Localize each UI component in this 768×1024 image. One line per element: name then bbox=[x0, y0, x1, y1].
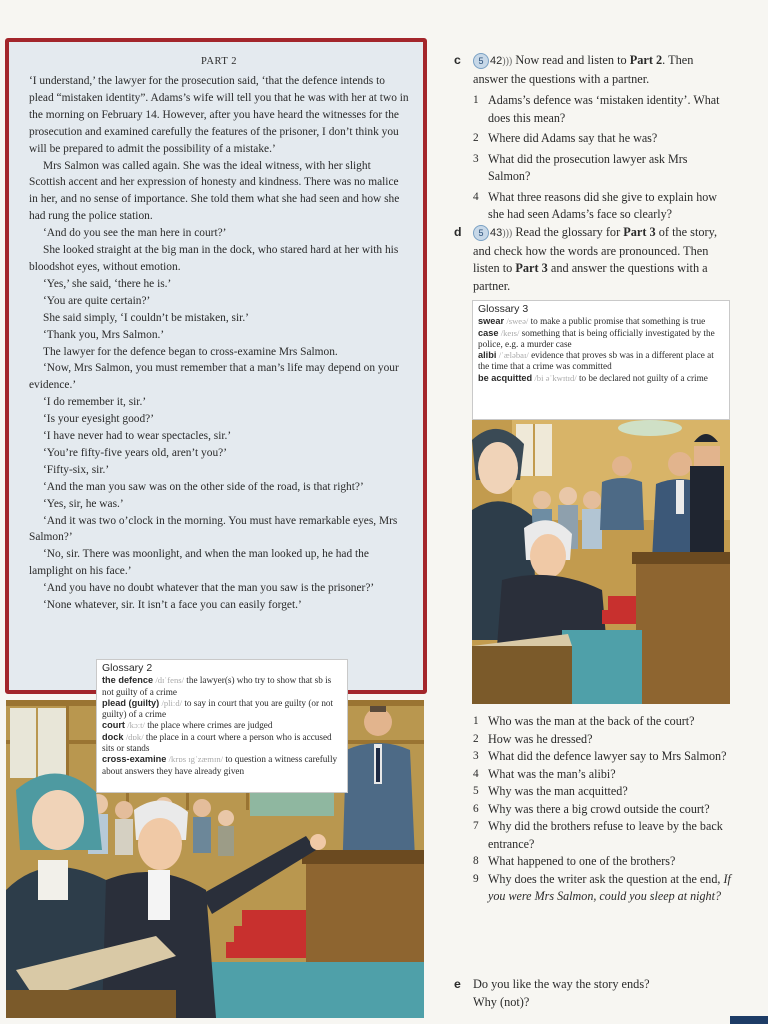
story-paragraph: ‘No, sir. There was moonlight, and when the man looked up, he had the lamplight on his face.’ bbox=[29, 548, 369, 578]
task-c-instruction: Now read and listen to bbox=[515, 53, 627, 67]
part-title: PART 2 bbox=[201, 56, 237, 67]
glossary-ipa: /krɒs ɪgˈzæmɪn/ bbox=[168, 754, 224, 765]
glossary-term: dock bbox=[102, 731, 124, 742]
task-d-instruction-3: and answer the questions with a partner. bbox=[473, 261, 708, 293]
glossary-entry bbox=[478, 328, 724, 351]
glossary-term: swear bbox=[478, 316, 505, 327]
story-paragraph: ‘You’re fifty-five years old, aren’t you?’ bbox=[43, 446, 227, 459]
story-paragraph: ‘And do you see the man here in court?’ bbox=[43, 227, 227, 240]
glossary-3-title: Glossary 3 bbox=[478, 303, 529, 315]
glossary-entry bbox=[102, 720, 342, 731]
list-item bbox=[473, 189, 731, 224]
glossary-entry bbox=[102, 754, 342, 777]
question-number: 4 bbox=[473, 190, 479, 203]
headphones-icon: ))) bbox=[502, 228, 513, 239]
list-item bbox=[473, 853, 735, 871]
question-number: 2 bbox=[473, 132, 479, 144]
list-item bbox=[473, 766, 735, 784]
task-c-questions bbox=[473, 92, 731, 227]
list-item bbox=[473, 151, 731, 186]
task-e-question: Do you like the way the story ends? bbox=[473, 977, 650, 991]
glossary-ipa: /ˈæləbaɪ/ bbox=[498, 350, 529, 361]
task-d-part-ref: Part 3 bbox=[515, 261, 548, 275]
story-panel bbox=[5, 38, 427, 697]
story-paragraph: ‘Now, Mrs Salmon, you must remember that a man’s life may depend on your evidence.’ bbox=[29, 362, 399, 392]
question-number: 3 bbox=[473, 750, 479, 762]
question-text: What happened to one of the brothers? bbox=[488, 854, 676, 868]
headphones-icon: ))) bbox=[502, 56, 513, 67]
question-text: What did the defence lawyer say to Mrs Salmon? bbox=[488, 749, 727, 763]
task-letter: d bbox=[454, 225, 462, 239]
question-number: 7 bbox=[473, 820, 479, 832]
question-text: How was he dressed? bbox=[488, 731, 593, 746]
question-text: What three reasons did she give to explain how she had seen Adams’s face so clearly? bbox=[488, 189, 718, 221]
question-text: Why was the man acquitted? bbox=[488, 784, 628, 798]
list-item bbox=[473, 801, 735, 819]
list-item bbox=[473, 130, 731, 148]
story-paragraph: ‘Is your eyesight good?’ bbox=[43, 413, 155, 426]
story-paragraph: ‘I do remember it, sir.’ bbox=[43, 396, 147, 409]
question-number: 2 bbox=[473, 732, 479, 745]
glossary-entry bbox=[478, 373, 724, 384]
story-paragraph: ‘And you have no doubt whatever that the man you saw is the prisoner?’ bbox=[43, 582, 375, 595]
question-number: 8 bbox=[473, 855, 479, 867]
task-c-instruction-2: Then answer the questions with a partner. bbox=[473, 53, 694, 86]
question-number: 9 bbox=[473, 872, 479, 885]
list-item bbox=[473, 871, 735, 906]
story-paragraph: ‘Fifty-six, sir.’ bbox=[43, 463, 110, 476]
question-number: 5 bbox=[473, 785, 479, 797]
task-c: c 5 42))) Now read and listen to Part 2. Then answer the questions with a partner. bbox=[454, 53, 694, 86]
glossary-definition: to make a public promise that something is true bbox=[530, 316, 706, 327]
list-item bbox=[473, 748, 735, 766]
glossary-entry bbox=[478, 316, 724, 327]
glossary-entry bbox=[102, 732, 342, 755]
task-letter: c bbox=[454, 53, 461, 67]
story-paragraph: Mrs Salmon was called again. She was the ideal witness, with her slight Scottish accent and her expression of honesty and kindness. There was no malice in her, and no sense of importance. She told them what she had seen and how she had rung the police station. bbox=[29, 159, 400, 223]
question-text: What was the man’s alibi? bbox=[488, 766, 616, 781]
glossary-entry bbox=[478, 350, 724, 373]
question-text: Who was the man at the back of the court? bbox=[488, 714, 695, 728]
task-d-instruction-2: of the story, and check how the words are pronounced. Then listen to bbox=[473, 225, 718, 275]
story-paragraph: ‘And it was two o’clock in the morning. You must have remarkable eyes, Mrs Salmon?’ bbox=[29, 514, 398, 544]
question-italic-quote: If you were Mrs Salmon, could you sleep at night? bbox=[488, 871, 731, 903]
glossary-term: the defence bbox=[102, 675, 154, 686]
question-number: 1 bbox=[473, 94, 479, 106]
courtroom-illustration-right bbox=[472, 420, 730, 704]
glossary-definition: to be declared not guilty of a crime bbox=[578, 372, 708, 383]
glossary-ipa: /sweə/ bbox=[506, 316, 529, 327]
story-paragraph: She looked straight at the big man in the dock, who stared hard at her with his bloodshot eyes, without emotion. bbox=[29, 244, 399, 273]
glossary-definition: to question a witness carefully about answers they have already given bbox=[102, 754, 338, 776]
task-d-part-ref: Part 3 bbox=[623, 225, 656, 239]
task-d-questions bbox=[473, 713, 735, 906]
glossary-term: be acquitted bbox=[478, 372, 533, 383]
task-e bbox=[454, 976, 731, 1011]
glossary-term: plead (guilty) bbox=[102, 697, 160, 708]
question-text: Why did the brothers refuse to leave by the back entrance? bbox=[488, 819, 723, 851]
glossary-2-title: Glossary 2 bbox=[102, 662, 153, 674]
audio-cd-icon[interactable]: 5 bbox=[473, 225, 489, 241]
glossary-definition: something that is being officially investigated by the police, e.g. a murder case bbox=[478, 327, 715, 349]
task-e-question-2: Why (not)? bbox=[473, 994, 530, 1009]
question-number: 6 bbox=[473, 802, 479, 815]
glossary-entry bbox=[102, 698, 342, 721]
story-paragraph: The lawyer for the defence began to cross-examine Mrs Salmon. bbox=[43, 345, 338, 358]
glossary-term: case bbox=[478, 327, 499, 338]
glossary-definition: the lawyer(s) who try to show that sb is not guilty of a crime bbox=[102, 675, 332, 697]
audio-cd-icon[interactable]: 5 bbox=[473, 53, 489, 69]
question-text: Where did Adams say that he was? bbox=[488, 131, 658, 145]
glossary-ipa: /bi əˈkwɪtɪd/ bbox=[534, 372, 577, 383]
question-text: What did the prosecution lawyer ask Mrs Salmon? bbox=[488, 151, 688, 183]
list-item bbox=[473, 818, 735, 853]
glossary-term: cross-examine bbox=[102, 754, 167, 765]
list-item bbox=[473, 92, 731, 127]
question-text: Adams’s defence was ‘mistaken identity’. What does this mean? bbox=[488, 93, 720, 125]
question-number: 3 bbox=[473, 152, 479, 165]
glossary-definition: evidence that proves sb was in a different place at the time that a crime was committed bbox=[478, 350, 714, 372]
story-paragraph: ‘Yes, sir, he was.’ bbox=[43, 497, 124, 510]
story-paragraph: ‘I understand,’ the lawyer for the prosecution said, ‘that the defence intends to plead “mistaken identity”. Adams’s wife will tell you that he was with her at two in the morning on February 14. However, after you have heard the witnesses for the prosecution and examined carefully the features of the prisoner, I don’t think you will be prepared to admit the possibility of a mistake.’ bbox=[29, 75, 409, 155]
glossary-ipa: /dɒk/ bbox=[125, 731, 144, 742]
glossary-term: alibi bbox=[478, 350, 497, 361]
glossary-ipa: /kɔːt/ bbox=[127, 720, 145, 731]
task-d-instruction: Read the glossary for bbox=[515, 225, 621, 239]
story-paragraph: ‘Yes,’ she said, ‘there he is.’ bbox=[43, 277, 172, 290]
question-number: 4 bbox=[473, 767, 479, 780]
glossary-entry bbox=[102, 675, 342, 698]
question-text: Why was there a big crowd outside the court? bbox=[488, 801, 710, 816]
story-paragraph: ‘You are quite certain?’ bbox=[43, 294, 151, 307]
audio-track-number: 43 bbox=[490, 227, 503, 239]
task-d bbox=[454, 224, 733, 295]
glossary-ipa: /dɪˈfens/ bbox=[155, 675, 184, 686]
story-paragraph: She said simply, ‘I couldn’t be mistaken, sir.’ bbox=[43, 311, 249, 324]
audio-track-number: 42 bbox=[490, 55, 503, 67]
page-corner-mark bbox=[730, 1016, 768, 1024]
glossary-definition: the place where crimes are judged bbox=[147, 720, 273, 731]
list-item bbox=[473, 713, 735, 731]
task-letter: e bbox=[454, 977, 461, 991]
story-paragraph: ‘I have never had to wear spectacles, sir.’ bbox=[43, 430, 232, 443]
glossary-2-box bbox=[96, 659, 348, 793]
story-text bbox=[29, 56, 409, 614]
list-item bbox=[473, 783, 735, 801]
list-item bbox=[473, 731, 735, 749]
story-paragraph: ‘None whatever, sir. It isn’t a face you can easily forget.’ bbox=[43, 599, 302, 612]
glossary-3-box bbox=[472, 300, 730, 420]
glossary-definition: the place in a court where a person who is accused sits or stands bbox=[102, 731, 332, 754]
story-paragraph: ‘And the man you saw was on the other side of the road, is that right?’ bbox=[43, 480, 364, 493]
glossary-ipa: /keɪs/ bbox=[500, 327, 520, 338]
question-number: 1 bbox=[473, 715, 479, 727]
glossary-term: court bbox=[102, 720, 125, 731]
glossary-ipa: /pliːd/ bbox=[161, 697, 183, 708]
question-text: Why does the writer ask the question at the end, bbox=[488, 871, 721, 886]
glossary-definition: to say in court that you are guilty (or not guilty) of a crime bbox=[102, 697, 334, 720]
task-c-part-ref: Part 2 bbox=[629, 53, 663, 67]
story-paragraph: ‘Thank you, Mrs Salmon.’ bbox=[43, 328, 165, 341]
